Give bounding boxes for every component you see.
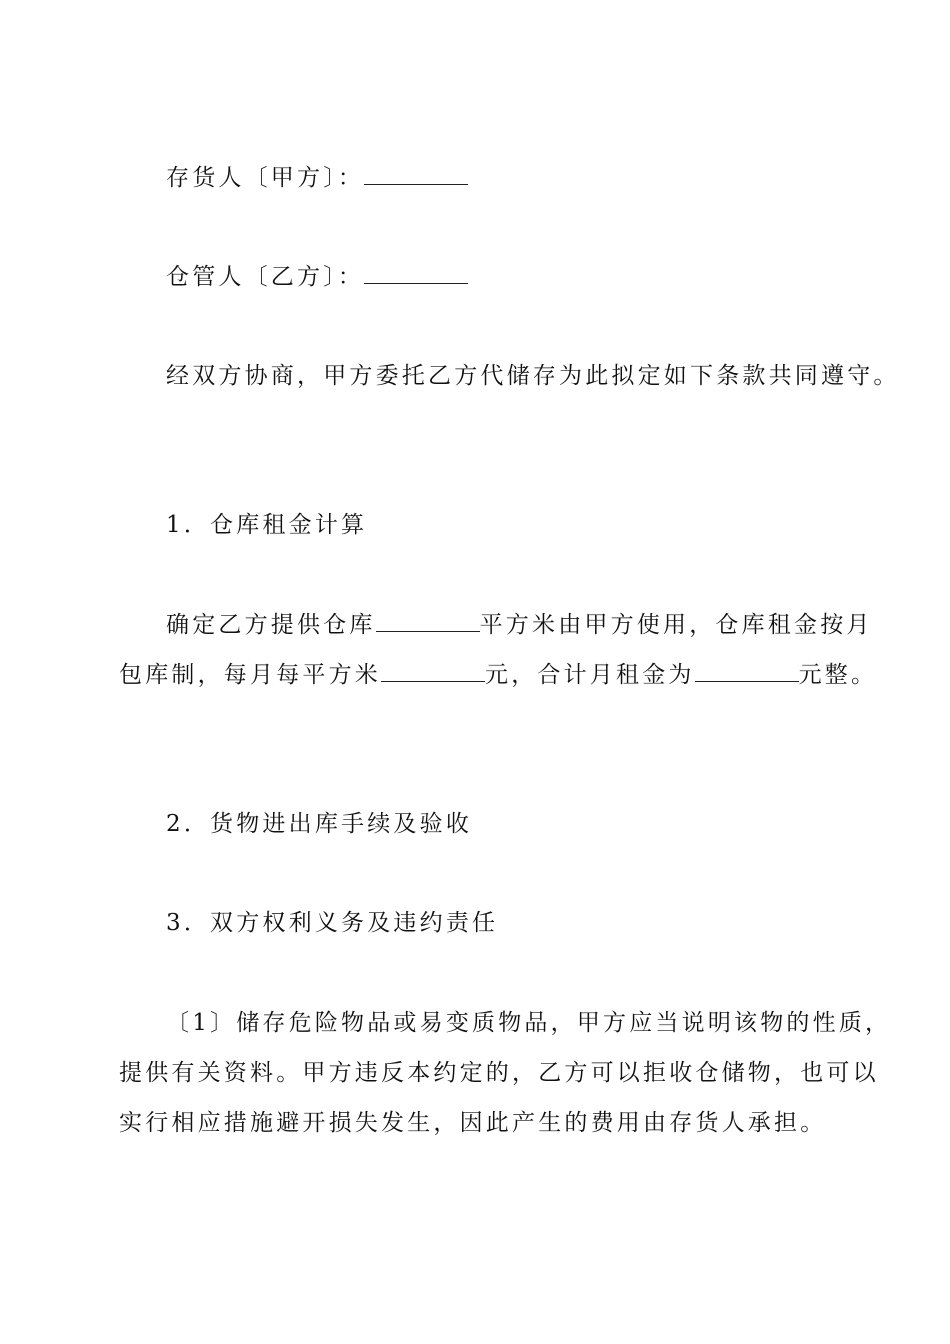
rent-text-b: 平方米由甲方使用，仓库租金按月: [479, 612, 873, 638]
keeper-label: 仓管人〔乙方〕：: [166, 264, 365, 290]
unit-price-blank: [381, 663, 485, 682]
section-1-para-line-1: [166, 610, 873, 640]
rent-text-e: 元整。: [798, 662, 878, 688]
rent-text-a: 确定乙方提供仓库: [166, 612, 376, 638]
depositor-line: [166, 163, 468, 193]
section-3-item-1-line-3: 实行相应措施避开损失发生，因此产生的费用由存货人承担。: [119, 1110, 827, 1136]
depositor-label: 存货人〔甲方〕：: [166, 165, 365, 191]
keeper-line: [166, 262, 468, 292]
section-1-title: 1．仓库租金计算: [166, 512, 368, 538]
rent-text-c: 包库制，每月每平方米: [119, 662, 381, 688]
rent-text-d: 元，合计月租金为: [485, 662, 695, 688]
section-2-title: 2．货物进出库手续及验收: [166, 811, 473, 837]
intro-text: 经双方协商，甲方委托乙方代储存为此拟定如下条款共同遵守。: [166, 363, 900, 389]
depositor-blank: [364, 166, 468, 185]
monthly-total-blank: [695, 663, 799, 682]
section-3-item-1-line-1: 〔1〕储存危险物品或易变质物品，甲方应当说明该物的性质，: [166, 1010, 892, 1036]
section-3-title: 3．双方权利义务及违约责任: [166, 910, 499, 936]
section-3-item-1-line-2: 提供有关资料。甲方违反本约定的，乙方可以拒收仓储物，也可以: [119, 1060, 879, 1086]
area-blank: [376, 613, 480, 632]
keeper-blank: [364, 265, 468, 284]
section-1-para-line-2: [119, 660, 877, 690]
